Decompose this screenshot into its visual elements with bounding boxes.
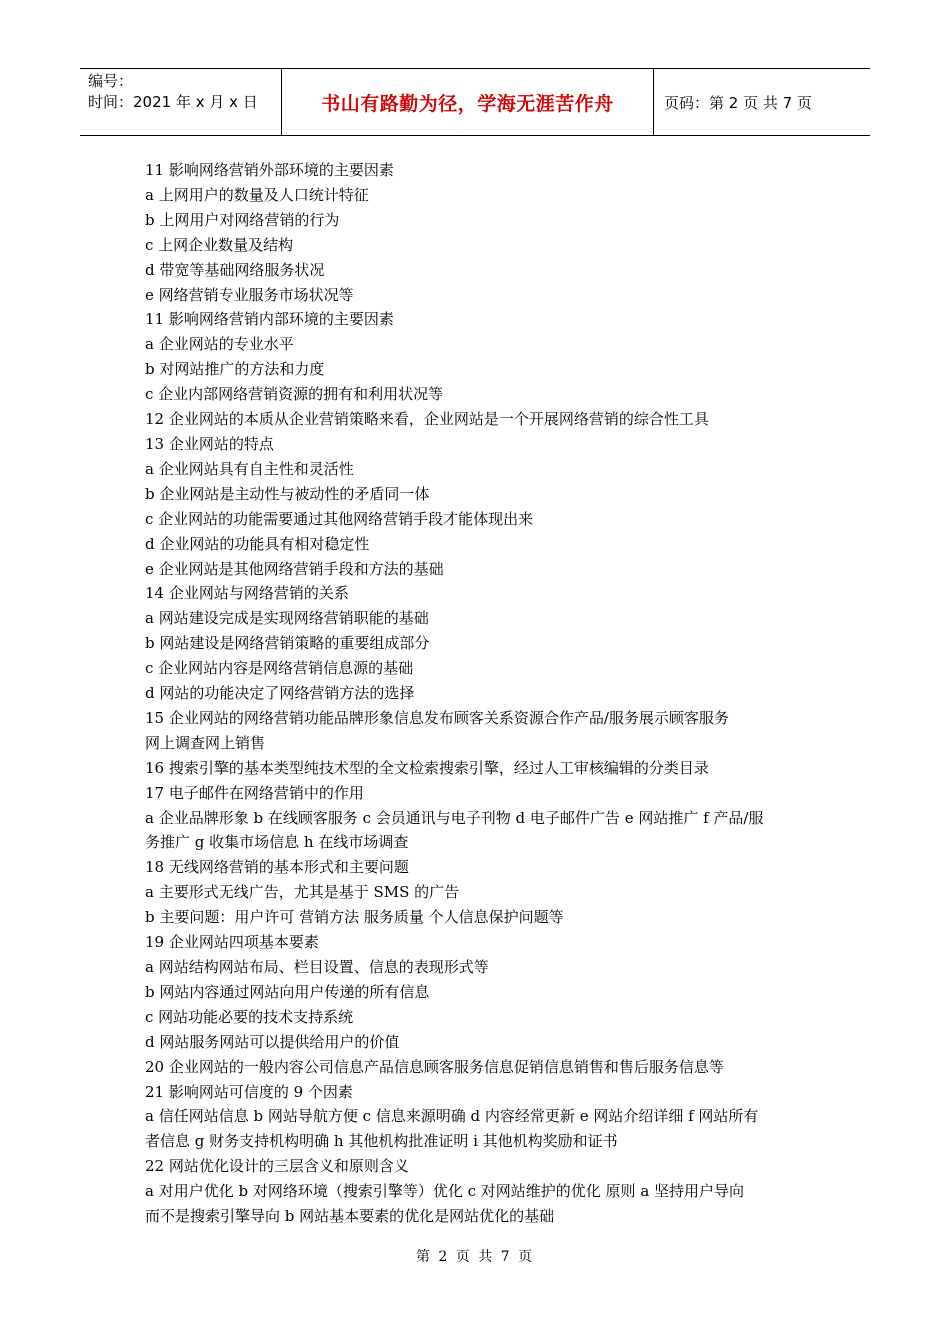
text-line: b 网站建设是网络营销策略的重要组成部分 xyxy=(145,634,430,653)
text-line: 17 电子邮件在网络营销中的作用 xyxy=(145,783,364,802)
date-label: 时间：2021 年 x 月 x 日 xyxy=(88,93,258,111)
text-line: c 企业内部网络营销资源的拥有和利用状况等 xyxy=(145,385,444,404)
text-line: 务推广 g 收集市场信息 h 在线市场调查 xyxy=(145,833,409,852)
text-line: 21 影响网站可信度的 9 个因素 xyxy=(145,1082,353,1101)
header-meta xyxy=(80,69,282,135)
text-line: a 企业品牌形象 b 在线顾客服务 c 会员通讯与电子刊物 d 电子邮件广告 e 网站推广 f 产品/服 xyxy=(145,808,764,827)
text-line: 16 搜索引擎的基本类型纯技术型的全文检索搜索引擎，经过人工审核编辑的分类目录 xyxy=(145,758,709,777)
text-line: a 信任网站信息 b 网站导航方便 c 信息来源明确 d 内容经常更新 e 网站介绍详细 f 网站所有 xyxy=(145,1107,759,1126)
text-line: a 对用户优化 b 对网络环境（搜索引擎等）优化 c 对网站维护的优化 原则 a 坚持用户导向 xyxy=(145,1182,745,1201)
text-line: 11 影响网络营销内部环境的主要因素 xyxy=(145,310,394,329)
text-line: c 企业网站内容是网络营销信息源的基础 xyxy=(145,659,414,678)
text-line: 19 企业网站四项基本要素 xyxy=(145,933,319,952)
text-line: b 网站内容通过网站向用户传递的所有信息 xyxy=(145,982,430,1001)
text-line: 网上调查网上销售 xyxy=(145,733,266,752)
text-line: a 网站建设完成是实现网络营销职能的基础 xyxy=(145,609,429,628)
text-line: c 网站功能必要的技术支持系统 xyxy=(145,1007,354,1026)
text-line: d 网站服务网站可以提供给用户的价值 xyxy=(145,1032,400,1051)
text-line: d 网站的功能决定了网络营销方法的选择 xyxy=(145,684,415,703)
serial-label: 编号： xyxy=(88,72,134,90)
header-page-info: 页码：第 2 页 共 7 页 xyxy=(664,93,812,112)
text-line: b 企业网站是主动性与被动性的矛盾同一体 xyxy=(145,484,430,503)
text-line: c 企业网站的功能需要通过其他网络营销手段才能体现出来 xyxy=(145,509,534,528)
text-line: 13 企业网站的特点 xyxy=(145,434,274,453)
text-line: b 上网用户对网络营销的行为 xyxy=(145,210,340,229)
text-line: d 企业网站的功能具有相对稳定性 xyxy=(145,534,370,553)
header-motto: 书山有路勤为径，学海无涯苦作舟 xyxy=(282,69,654,135)
text-line: 20 企业网站的一般内容公司信息产品信息顾客服务信息促销信息销售和售后服务信息等 xyxy=(145,1057,724,1076)
document-body xyxy=(145,158,813,1229)
text-line: e 企业网站是其他网络营销手段和方法的基础 xyxy=(145,559,444,578)
text-line: a 主要形式无线广告，尤其是基于 SMS 的广告 xyxy=(145,883,460,902)
text-line: c 上网企业数量及结构 xyxy=(145,235,294,254)
text-line: 12 企业网站的本质从企业营销策略来看，企业网站是一个开展网络营销的综合性工具 xyxy=(145,410,709,429)
text-line: 者信息 g 财务支持机构明确 h 其他机构批准证明 i 其他机构奖励和证书 xyxy=(145,1132,618,1151)
text-line: 11 影响网络营销外部环境的主要因素 xyxy=(145,161,394,179)
text-line: 18 无线网络营销的基本形式和主要问题 xyxy=(145,858,409,877)
page-header xyxy=(80,68,870,136)
text-line: d 带宽等基础网络服务状况 xyxy=(145,260,325,279)
text-line: 14 企业网站与网络营销的关系 xyxy=(145,584,349,603)
text-line: 15 企业网站的网络营销功能品牌形象信息发布顾客关系资源合作产品/服务展示顾客服务 xyxy=(145,708,729,727)
text-line: a 上网用户的数量及人口统计特征 xyxy=(145,185,369,204)
text-line: 22 网站优化设计的三层含义和原则含义 xyxy=(145,1157,409,1176)
text-line: 而不是搜索引擎导向 b 网站基本要素的优化是网站优化的基础 xyxy=(145,1207,555,1226)
text-line: e 网络营销专业服务市场状况等 xyxy=(145,285,354,304)
text-line: a 企业网站的专业水平 xyxy=(145,335,294,354)
text-line: a 网站结构网站布局、栏目设置、信息的表现形式等 xyxy=(145,958,489,976)
text-line: b 主要问题：用户许可 营销方法 服务质量 个人信息保护问题等 xyxy=(145,908,564,927)
text-line: b 对网站推广的方法和力度 xyxy=(145,360,325,379)
page-footer: 第 2 页 共 7 页 xyxy=(415,1249,535,1265)
text-line: a 企业网站具有自主性和灵活性 xyxy=(145,459,354,478)
